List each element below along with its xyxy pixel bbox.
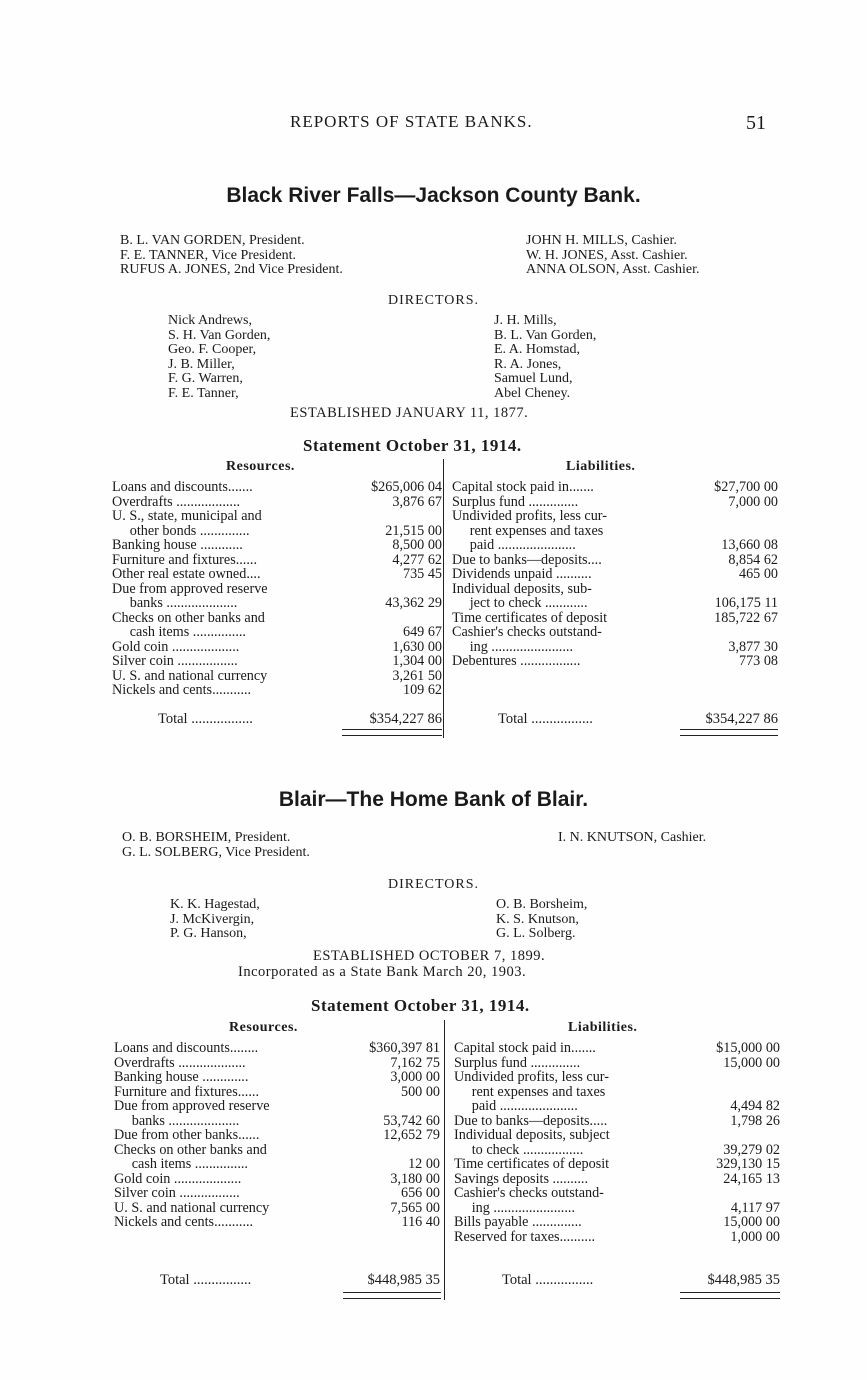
officer-right: ANNA OLSON, Asst. Cashier. [526,262,700,277]
resource-row-amount: 1,304 00 [392,653,442,669]
resource-row-amount: $265,006 04 [371,479,442,495]
resource-row-amount: $360,397 81 [369,1040,440,1056]
total-liabilities-amount: $448,985 35 [707,1272,780,1288]
liability-row-label: Cashier's checks outstand- [454,1185,604,1201]
running-header: REPORTS OF STATE BANKS. [290,112,533,131]
director-left: S. H. Van Gorden, [168,327,271,343]
resource-row-label: Overdrafts .................. [112,493,241,510]
resource-row [114,1157,440,1172]
resource-row-label: Loans and discounts....... [112,479,253,495]
column-divider [443,459,444,738]
liability-row-label: Capital stock paid in....... [452,479,594,495]
officer-right: I. N. KNUTSON, Cashier. [558,830,707,845]
liability-row-label: Reserved for taxes.......... [454,1228,596,1245]
total-resources-rule [342,729,442,736]
liability-row [454,1157,780,1172]
liability-row-label: Undivided profits, less cur- [452,508,607,524]
resource-row [112,567,442,582]
bank-title: Blair—The Home Bank of Blair. [278,788,589,811]
liability-row-amount: 1,798 26 [730,1112,780,1129]
established-line: ESTABLISHED JANUARY 11, 1877. [290,405,529,421]
liability-row-label: ing ....................... [452,638,573,655]
director-right: Abel Cheney. [494,385,571,401]
resource-row-label: Due from approved reserve [112,580,268,597]
director-right: K. S. Knutson, [496,911,579,927]
officer-right: JOHN H. MILLS, Cashier. [526,233,677,248]
liability-row-amount: 773 08 [738,653,778,669]
liability-row [452,625,778,640]
resource-row-amount: 4,277 62 [392,551,442,568]
liability-row-amount: 8,854 62 [728,551,778,568]
liability-row-amount: 24,165 13 [723,1170,780,1187]
liability-row-amount: 4,117 97 [730,1199,780,1216]
total-resources-label: Total ................ [160,1272,252,1288]
director-right: G. L. Solberg. [496,926,576,941]
resource-row-amount: 12,652 79 [383,1127,440,1143]
liability-row-label: Savings deposits .......... [454,1170,588,1187]
resource-row-label: Other real estate owned.... [112,566,261,582]
director-left: Nick Andrews, [168,313,252,328]
liability-row-label: Undivided profits, less cur- [454,1069,609,1085]
director-right: Samuel Lund, [494,371,573,386]
liability-row [452,654,778,669]
officer-left: G. L. SOLBERG, Vice President. [122,845,310,860]
liability-row [454,1215,780,1230]
liability-row-label: Individual deposits, subject [454,1127,610,1143]
liability-row-amount: 39,279 02 [723,1141,780,1158]
liability-row-label: Dividends unpaid .......... [452,566,592,582]
director-right: B. L. Van Gorden, [494,327,597,343]
bank-title: Black River Falls—Jackson County Bank. [226,184,641,207]
director-left: J. B. Miller, [168,356,235,372]
liability-row-amount: 3,877 30 [728,638,778,655]
liability-row-label: Due to banks—deposits.... [452,551,602,568]
liability-row-label: ject to check ............ [452,595,588,611]
resource-row-label: U. S. and national currency [112,667,268,684]
resource-row-amount: 656 00 [400,1185,440,1201]
director-left: F. G. Warren, [168,371,243,386]
resource-row-amount: 3,261 50 [392,667,442,684]
resource-row-amount: 1,630 00 [392,638,442,655]
resource-row [114,1128,440,1143]
resource-row [114,1186,440,1201]
liability-row-label: Debentures ................. [452,653,581,669]
resource-row-amount: 43,362 29 [385,595,442,611]
liability-row-amount: $15,000 00 [716,1040,780,1056]
resource-row-amount: 500 00 [400,1083,440,1100]
resource-row-label: U. S. and national currency [114,1199,270,1216]
resource-row [112,596,442,611]
resource-row-label: Loans and discounts........ [114,1040,259,1056]
officer-left: F. E. TANNER, Vice President. [120,247,297,263]
director-left: Geo. F. Cooper, [168,342,257,357]
liabilities-heading: Liabilities. [568,1020,638,1035]
directors-heading: DIRECTORS. [387,293,480,308]
resource-row-amount: 21,515 00 [385,522,442,539]
liability-row [454,1230,780,1245]
officer-left: O. B. BORSHEIM, President. [122,830,291,845]
liability-row-label: Cashier's checks outstand- [452,624,602,640]
total-resources-label: Total ................. [158,711,253,727]
resource-row-amount: 7,565 00 [390,1199,440,1216]
resource-row [112,538,442,553]
resource-row-amount: 3,000 00 [390,1069,440,1085]
liability-row-label: Surplus fund .............. [452,493,579,510]
total-liabilities-label: Total ................. [498,711,593,727]
resource-row [112,625,442,640]
statement-title: Statement October 31, 1914. [303,436,522,455]
directors-heading: DIRECTORS. [387,877,480,892]
officer-left: RUFUS A. JONES, 2nd Vice President. [120,262,343,277]
total-resources-amount: $354,227 86 [369,711,442,727]
liability-row [454,1099,780,1114]
resource-row-label: Due from other banks...... [114,1127,260,1143]
resources-heading: Resources. [229,1020,298,1035]
statement-title: Statement October 31, 1914. [311,996,530,1015]
director-right: R. A. Jones, [494,356,562,372]
liability-row-amount: 15,000 00 [723,1054,780,1071]
resource-row-label: Silver coin ................. [114,1185,240,1201]
resource-row [114,1099,440,1114]
resource-row-label: U. S., state, municipal and [112,508,262,524]
liability-row-label: Time certificates of deposit [452,609,608,626]
liability-row-label: rent expenses and taxes [452,522,604,539]
resource-row-label: Banking house ............. [114,1069,249,1085]
resource-row-amount: 12 00 [408,1156,440,1172]
resource-row-label: Silver coin ................. [112,653,238,669]
resource-row [112,683,442,698]
liability-row-label: rent expenses and taxes [454,1083,606,1100]
director-left: K. K. Hagestad, [170,897,260,912]
resource-row-label: Overdrafts ................... [114,1054,246,1071]
liability-row [454,1186,780,1201]
resource-row [112,480,442,495]
total-liabilities-amount: $354,227 86 [705,711,778,727]
officer-left: B. L. VAN GORDEN, President. [120,233,305,248]
liability-row-label: ing ....................... [454,1199,575,1216]
liability-row [454,1041,780,1056]
resource-row [112,654,442,669]
liability-row-amount: 185,722 67 [714,609,778,626]
resource-row-label: cash items ............... [112,624,246,640]
liability-row-amount: 465 00 [738,566,778,582]
liability-row [452,480,778,495]
established-line: Incorporated as a State Bank March 20, 1903. [238,964,527,980]
director-left: P. G. Hanson, [170,926,247,941]
resource-row-label: Checks on other banks and [112,609,265,626]
director-right: J. H. Mills, [494,313,557,328]
total-liabilities-rule [680,729,778,736]
resource-row-label: Banking house ............ [112,537,243,553]
resource-row-label: banks .................... [114,1112,240,1129]
liability-row-label: paid ...................... [454,1098,578,1114]
liability-row-amount: 7,000 00 [728,493,778,510]
page-number: 51 [746,112,766,134]
liability-row-amount: 13,660 08 [721,537,778,553]
resource-row-amount: 7,162 75 [390,1054,440,1071]
director-left: F. E. Tanner, [168,385,239,401]
established-line: ESTABLISHED OCTOBER 7, 1899. [313,948,546,964]
liability-row [452,596,778,611]
liability-row [454,1128,780,1143]
resource-row-amount: 109 62 [402,682,442,698]
resource-row-amount: 3,876 67 [392,493,442,510]
resource-row-amount: 53,742 60 [383,1112,440,1129]
liability-row-label: Surplus fund .............. [454,1054,581,1071]
liability-row-label: Due to banks—deposits..... [454,1112,608,1129]
liability-row-label: Bills payable .............. [454,1214,582,1230]
resource-row [114,1041,440,1056]
director-left: J. McKivergin, [170,911,255,927]
liability-row-amount: 4,494 82 [730,1098,780,1114]
resource-row [112,509,442,524]
resource-row-label: Nickels and cents........... [112,682,252,698]
resource-row-amount: 735 45 [402,566,442,582]
director-right: E. A. Homstad, [494,342,580,357]
resource-row-label: other bonds .............. [112,522,250,539]
resource-row-label: banks .................... [112,595,238,611]
liability-row-label: Individual deposits, sub- [452,580,592,597]
liability-row-label: Time certificates of deposit [454,1156,610,1172]
resource-row-label: Furniture and fixtures...... [112,551,257,568]
officer-right: W. H. JONES, Asst. Cashier. [526,247,688,263]
total-resources-amount: $448,985 35 [367,1272,440,1288]
resources-heading: Resources. [226,459,295,474]
resource-row-label: Checks on other banks and [114,1141,267,1158]
liability-row-amount: 329,130 15 [716,1156,780,1172]
liability-row-amount: $27,700 00 [714,479,778,495]
resource-row [114,1215,440,1230]
liabilities-heading: Liabilities. [566,459,636,474]
resource-row-label: Gold coin ................... [112,638,240,655]
total-liabilities-rule [680,1292,780,1299]
column-divider [444,1020,445,1300]
resource-row-amount: 649 67 [402,624,442,640]
liability-row-amount: 15,000 00 [723,1214,780,1230]
liability-row-label: to check ................. [454,1141,584,1158]
liability-row-label: paid ...................... [452,537,576,553]
resource-row-label: Furniture and fixtures...... [114,1083,259,1100]
resource-row-label: cash items ............... [114,1156,248,1172]
liability-row [452,567,778,582]
resource-row-label: Gold coin ................... [114,1170,242,1187]
liability-row-amount: 1,000 00 [730,1228,780,1245]
resource-row-label: Nickels and cents........... [114,1214,254,1230]
resource-row-amount: 116 40 [401,1214,440,1230]
liability-row [452,509,778,524]
liability-row-amount: 106,175 11 [714,595,778,611]
resource-row [114,1070,440,1085]
resource-row-amount: 3,180 00 [390,1170,440,1187]
resource-row-label: Due from approved reserve [114,1098,270,1114]
total-liabilities-label: Total ................ [502,1272,594,1288]
total-resources-rule [343,1292,441,1299]
director-right: O. B. Borsheim, [496,897,588,912]
liability-row [454,1070,780,1085]
liability-row [452,538,778,553]
liability-row-label: Capital stock paid in....... [454,1040,596,1056]
resource-row-amount: 8,500 00 [392,537,442,553]
